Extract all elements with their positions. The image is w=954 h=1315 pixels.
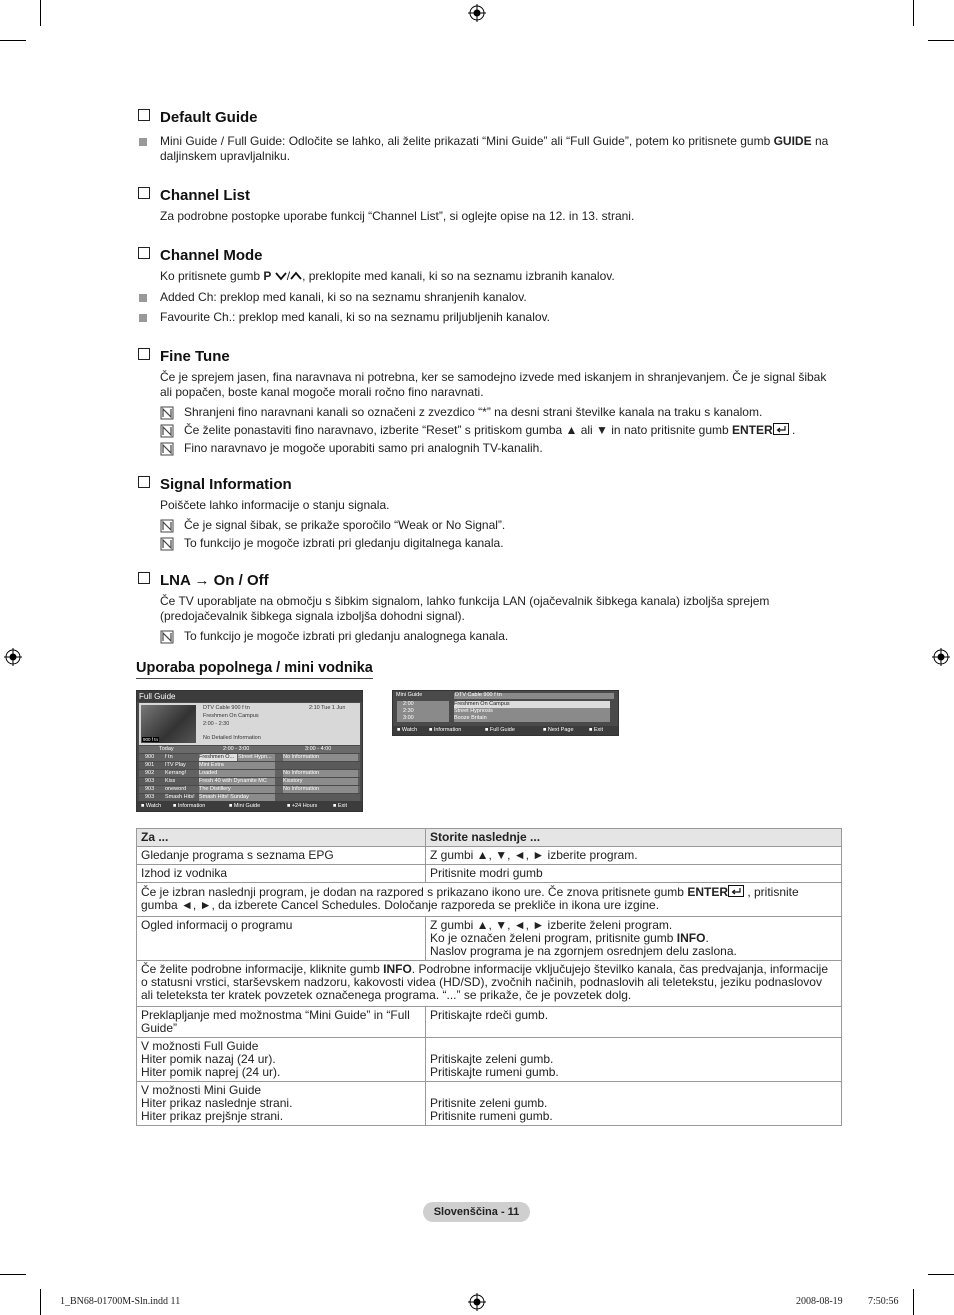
program-cell: No Information: [283, 754, 358, 761]
registration-mark-icon: [4, 648, 22, 666]
program-cell: Street Hypnosis: [454, 708, 610, 715]
detail-label: No Detailed Information: [203, 735, 261, 741]
table-row: [137, 917, 842, 961]
channel-mode-text: Ko pritisnete gumb P / , preklopite med kanali, ki so na seznamu izbranih kanalov.: [160, 269, 615, 283]
table-cell: V možnosti Full Guide Hiter pomik nazaj (24 ur). Hiter pomik naprej (24 ur).: [137, 1038, 426, 1082]
channel-name: f tn: [165, 754, 173, 760]
channel-mode-bullet-2: Favourite Ch.: preklop med kanali, ki so na seznamu priljubljenih kanalov.: [160, 310, 550, 324]
signal-information-heading: Signal Information: [138, 476, 292, 493]
time-cell: 2:30: [403, 708, 414, 714]
footer-legend-item: ■ Exit: [589, 727, 604, 733]
time-cell: 3:00: [403, 715, 414, 721]
program-cell: Booze Britain: [454, 715, 610, 722]
channel-number: 900: [145, 754, 155, 760]
program-cell: Loaded: [199, 770, 275, 777]
footer-legend-item: ■ +24 Hours: [287, 803, 318, 809]
channel-label: DTV Cable 900 f tn: [203, 705, 250, 711]
enter-key-icon: [728, 885, 744, 897]
chevron-down-icon: [275, 271, 287, 281]
channel-name: Smash Hits!: [165, 794, 195, 800]
table-row: [137, 883, 842, 917]
bullet-icon: [139, 138, 147, 146]
table-cell: Če je izbran naslednji program, je dodan na razpored s prikazano ikono ure. Če znova pritisnete gumb ENTER , pritisnite gumba ◄, ►, da izberete Cancel Schedules. Določanje razporeda se prekliče in ikona ure izgine.: [137, 883, 842, 917]
fine-tune-heading: Fine Tune: [138, 348, 230, 365]
table-cell: Pritiskajte rdeči gumb.: [426, 1007, 842, 1038]
lna-note-1: To funkcijo je mogoče izbrati pri gledanju analognega kanala.: [184, 629, 509, 643]
signal-information-text: Poiščete lahko informacije o stanju signala.: [160, 498, 390, 512]
table-cell: Pritisnite modri gumb: [426, 865, 842, 883]
program-cell: Street Hypn...: [238, 754, 275, 761]
footer-legend-item: ■ Information: [173, 803, 206, 809]
footer-legend-item: ■ Information: [429, 727, 462, 733]
fine-tune-text: Če je sprejem jasen, fina naravnava ni potrebna, ker se samodejno izvede med iskanjem in shranjevanjem. Če je signal šibak ali popačen, boste kanal mogoče morali ročno fino naravnati.: [160, 370, 827, 399]
program-cell: No Information: [283, 786, 358, 793]
signal-information-note-1: Če je signal šibak, se prikaže sporočilo “Weak or No Signal”.: [184, 518, 506, 532]
program-cell: Freshmen On Campus: [454, 701, 610, 708]
page-number-badge: Slovenščina - 11: [423, 1202, 530, 1222]
program-cell: No Information: [283, 770, 358, 777]
table-cell: Preklapljanje med možnostma “Mini Guide” in “Full Guide”: [137, 1007, 426, 1038]
registration-mark-icon: [468, 4, 486, 22]
mini-guide-channel: DTV Cable 900 f tn: [455, 692, 502, 698]
program-cell: Smash Hits! Sunday: [199, 794, 275, 801]
table-cell: Ogled informacij o programu: [137, 917, 426, 961]
channel-number: 903: [145, 778, 155, 784]
default-guide-heading: Default Guide: [138, 109, 258, 126]
note-icon: [160, 424, 174, 438]
channel-number: 903: [145, 786, 155, 792]
program-cell: Freshmen O...: [199, 754, 237, 761]
checkbox-icon: [138, 476, 150, 488]
note-icon: [160, 630, 174, 644]
table-row: [137, 847, 842, 865]
table-row: [137, 865, 842, 883]
table-row: [137, 1038, 842, 1082]
table-cell: Pritisnite zeleni gumb. Pritisnite rumeni gumb.: [426, 1082, 842, 1126]
program-cell: The Distillery: [199, 786, 275, 793]
time-slot-2: 3:00 - 4:00: [305, 746, 332, 752]
program-cell: Mint Extra: [199, 762, 275, 769]
channel-name: Kerrang!: [165, 770, 187, 776]
footer-legend-item: ■ Watch: [397, 727, 418, 733]
note-icon: [160, 537, 174, 551]
guide-controls-table: [136, 828, 842, 1126]
fine-tune-note-3: Fino naravnavo je mogoče uporabiti samo pri analognih TV-kanalih.: [184, 441, 543, 455]
table-row: [137, 1007, 842, 1038]
checkbox-icon: [138, 187, 150, 199]
channel-number: 903: [145, 794, 155, 800]
table-cell: Z gumbi ▲, ▼, ◄, ► izberite želeni program. Ko je označen želeni program, pritisnite gumb INFO. Naslov programa je na zgornjem osrednjem delu zaslona.: [426, 917, 842, 961]
print-date-label: 2008-08-19: [796, 1296, 843, 1307]
table-cell: Pritiskajte zeleni gumb. Pritiskajte rumeni gumb.: [426, 1038, 842, 1082]
time-label: 2:00 - 2:30: [203, 721, 230, 727]
signal-information-note-2: To funkcijo je mogoče izbrati pri gledanju digitalnega kanala.: [184, 536, 504, 550]
chevron-up-icon: [290, 271, 302, 281]
channel-number: 902: [145, 770, 155, 776]
registration-mark-icon: [932, 648, 950, 666]
lna-heading: LNA → On / Off: [138, 572, 269, 589]
time-cell: 2:00: [403, 701, 414, 707]
footer-legend-item: ■ Mini Guide: [229, 803, 261, 809]
registration-mark-icon: [468, 1293, 486, 1311]
bullet-icon: [139, 294, 147, 302]
channel-mode-heading: Channel Mode: [138, 247, 263, 264]
note-icon: [160, 442, 174, 456]
print-time-label: 7:50:56: [868, 1296, 899, 1307]
program-label: Freshmen On Campus: [203, 713, 259, 719]
mini-guide-screen: [392, 690, 619, 736]
fine-tune-note-2: Če želite ponastaviti fino naravnavo, izberite “Reset” s pritiskom gumba ▲ ali ▼ in nato pritisnite gumb ENTER .: [184, 423, 796, 437]
table-cell: Z gumbi ▲, ▼, ◄, ► izberite program.: [426, 847, 842, 865]
enter-key-icon: [773, 423, 789, 435]
footer-legend-item: ■ Watch: [141, 803, 162, 809]
lna-text: Če TV uporabljate na območju s šibkim signalom, lahko funkcija LAN (ojačevalnik šibkega kanala) izboljša sprejem (predojačevalnik šibkega signala izboljša dohodni signal).: [160, 594, 770, 623]
checkbox-icon: [138, 572, 150, 584]
table-header: [137, 829, 842, 847]
program-cell: Kisstory: [283, 778, 358, 785]
table-cell: Če želite podrobne informacije, kliknite gumb INFO. Podrobne informacije vključujejo številko kanala, čas predvajanja, informacije o statusni vrstici, starševskem nadzoru, kakovosti videa (HD/SD), zvočnih načinih, podnaslovih ali teletekstu, jeziku podnaslovov ali teleteksta ter kratek povzetek označenega programa. “...” se prikaže, če je povzetek dolg.: [137, 961, 842, 1007]
table-row: [137, 961, 842, 1007]
table-cell: Gledanje programa s seznama EPG: [137, 847, 426, 865]
full-guide-title: Full Guide: [139, 692, 176, 701]
file-name-label: 1_BN68-01700M-Sln.indd 11: [60, 1296, 181, 1307]
table-cell: Izhod iz vodnika: [137, 865, 426, 883]
footer-legend-item: ■ Exit: [333, 803, 348, 809]
channel-list-heading: Channel List: [138, 187, 250, 204]
channel-name: ITV Play: [165, 762, 186, 768]
channel-name: Kiss: [165, 778, 176, 784]
preview-image: [141, 705, 196, 743]
table-row: [137, 1082, 842, 1126]
table-header-cell: Storite naslednje ...: [426, 829, 842, 847]
channel-list-text: Za podrobne postopke uporabe funkcij “Channel List”, si oglejte opise na 12. in 13. strani.: [160, 209, 635, 223]
bullet-icon: [139, 314, 147, 322]
preview-label: 900 f tn: [143, 737, 159, 742]
guide-section-title: Uporaba popolnega / mini vodnika: [136, 660, 373, 679]
today-label: Today: [159, 746, 174, 752]
table-header-cell: Za ...: [137, 829, 426, 847]
table-cell: V možnosti Mini Guide Hiter prikaz naslednje strani. Hiter prikaz prejšnje strani.: [137, 1082, 426, 1126]
default-guide-text: Mini Guide / Full Guide: Odločite se lahko, ali želite prikazati “Mini Guide” ali “Full Guide”, potem ko pritisnete gumb GUIDE na daljinskem upravljalniku.: [160, 134, 829, 163]
full-guide-screen: [136, 690, 363, 812]
channel-mode-bullet-1: Added Ch: preklop med kanali, ki so na seznamu shranjenih kanalov.: [160, 290, 527, 304]
checkbox-icon: [138, 109, 150, 121]
time-slot-1: 2:00 - 3:00: [223, 746, 250, 752]
footer-legend-item: ■ Next Page: [543, 727, 574, 733]
mini-guide-title: Mini Guide: [396, 692, 423, 698]
channel-name: oneword: [165, 786, 187, 792]
footer-legend-item: ■ Full Guide: [485, 727, 515, 733]
note-icon: [160, 406, 174, 420]
note-icon: [160, 519, 174, 533]
datetime-label: 2:10 Tue 1 Jun: [309, 705, 346, 711]
channel-number: 901: [145, 762, 155, 768]
program-cell: Fresh 40 with Dynamite MC: [199, 778, 275, 785]
checkbox-icon: [138, 348, 150, 360]
fine-tune-note-1: Shranjeni fino naravnani kanali so označeni z zvezdico “*” na desni strani številke kanala na traku s kanalom.: [184, 405, 763, 419]
checkbox-icon: [138, 247, 150, 259]
